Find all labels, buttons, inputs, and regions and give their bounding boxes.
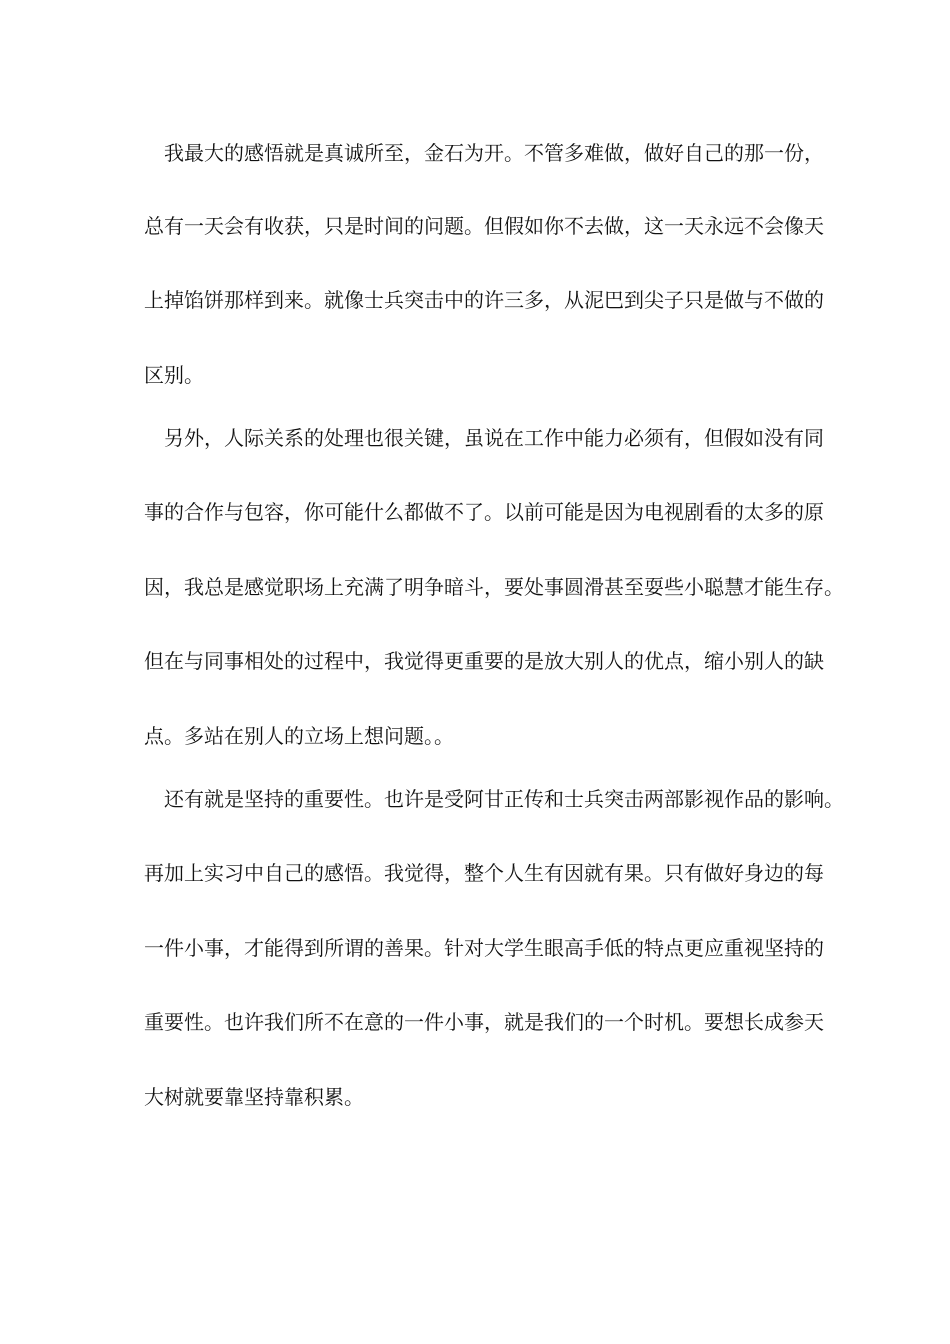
paragraph-line: 我最大的感悟就是真诚所至，金石为开。不管多难做，做好自己的那一份，	[164, 141, 824, 165]
paragraph-line: 上掉馅饼那样到来。就像士兵突击中的许三多，从泥巴到尖子只是做与不做的	[144, 288, 824, 312]
paragraph-line: 事的合作与包容，你可能什么都做不了。以前可能是因为电视剧看的太多的原	[144, 500, 824, 524]
paragraph-line: 重要性。也许我们所不在意的一件小事，就是我们的一个时机。要想长成参天	[144, 1010, 824, 1034]
paragraph-line: 区别。	[144, 363, 204, 387]
paragraph-line: 还有就是坚持的重要性。也许是受阿甘正传和士兵突击两部影视作品的影响。	[164, 787, 844, 811]
paragraph-line: 再加上实习中自己的感悟。我觉得，整个人生有因就有果。只有做好身边的每	[144, 861, 824, 885]
paragraph-line: 一件小事，才能得到所谓的善果。针对大学生眼高手低的特点更应重视坚持的	[144, 936, 824, 960]
paragraph-line: 但在与同事相处的过程中，我觉得更重要的是放大别人的优点，缩小别人的缺	[144, 649, 824, 673]
paragraph-line: 大树就要靠坚持靠积累。	[144, 1085, 364, 1109]
paragraph-line: 另外，人际关系的处理也很关键，虽说在工作中能力必须有，但假如没有同	[164, 426, 824, 450]
paragraph-line: 总有一天会有收获，只是时间的问题。但假如你不去做，这一天永远不会像天	[144, 214, 824, 238]
paragraph-line: 点。多站在别人的立场上想问题。。	[144, 724, 454, 748]
paragraph-line: 因，我总是感觉职场上充满了明争暗斗，要处事圆滑甚至耍些小聪慧才能生存。	[144, 575, 844, 599]
